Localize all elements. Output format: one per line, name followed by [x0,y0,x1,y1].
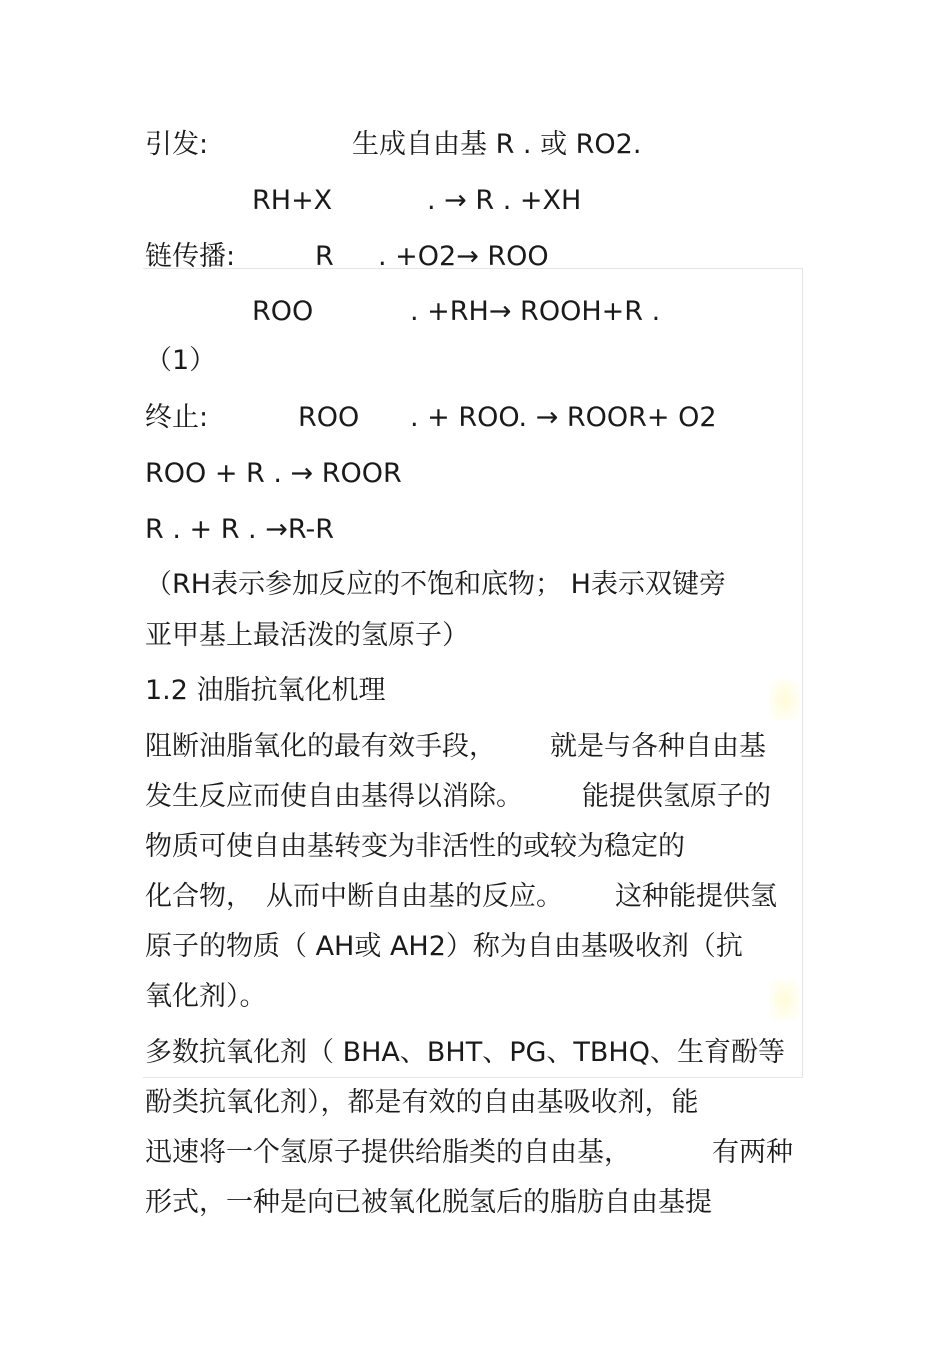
page-stain [770,680,800,720]
equation-right: . +O2→ ROO [378,241,549,272]
initiation-text: 生成自由基 R . 或 RO2. [352,129,642,160]
equation-left: ROO [252,296,314,327]
termination-label: 终止: [145,402,209,433]
equation-left: RH+X [252,185,333,216]
equation-right: . → R . +XH [427,185,582,216]
equation-left: ROO [298,402,360,433]
equation-right: . + ROO. → ROOR+ O2 [410,402,717,433]
page-stain [770,980,800,1020]
equation-right: . +RH→ ROOH+R . [410,296,661,327]
propagation-label: 链传播: [145,241,236,272]
initiation-label: 引发: [145,129,209,160]
equation-left: R [315,241,334,272]
